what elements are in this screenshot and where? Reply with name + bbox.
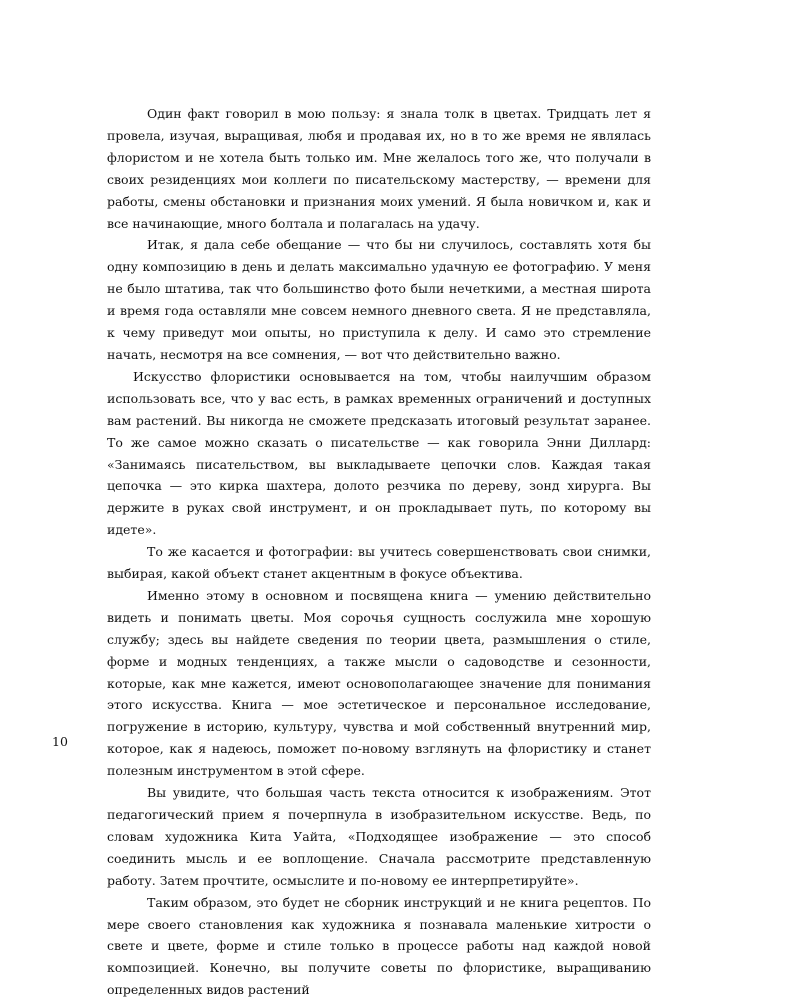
paragraph-7: Таким образом, это будет не сборник инструкций и не книга рецептов. По мере своего становления как художника я познавала маленькие хитрости о свете и цвете, форме и стиле только в процессе работы над каждой новой композицией. Конечно, вы получите советы по флористике, выращиванию определенных видов растений [107, 894, 651, 998]
paragraph-3: Искусство флористики основывается на том, чтобы наилучшим образом использовать все, что у вас есть, в рамках временных ограничений и доступных вам растений. Вы никогда не сможете предсказать итоговый результат заранее. То же самое можно сказать о писательстве — как говорила Энни Диллард: «Занимаясь писательством, вы выкладываете цепочки слов. Каждая такая цепочка — это кирка шахтера, долото резчика по дереву, зонд хирурга. Вы держите в руках свой инструмент, и он прокладывает путь, по которому вы идете». [107, 368, 651, 538]
body-text [107, 103, 651, 1001]
paragraph-6: Вы увидите, что большая часть текста относится к изображениям. Этот педагогический прием я почерпнула в изобразительном искусстве. Ведь, по словам художника Кита Уайта, «Подходящее изображение — это способ соединить мысль и ее воплощение. Сначала рассмотрите представленную работу. Затем прочтите, осмыслите и по-новому ее интерпретируйте». [107, 785, 651, 888]
paragraph-2: Итак, я дала себе обещание — что бы ни случилось, составлять хотя бы одну композицию в день и делать максимально удачную ее фотографию. У меня не было штатива, так что большинство фото были нечеткими, а местная широта и время года оставляли мне совсем немного дневного света. Я не представляла, к чему приведут мои опыты, но приступила к делу. И само это стремление начать, несмотря на все сомнения, — вот что действительно важно. [107, 237, 651, 362]
paragraph-5: Именно этому в основном и посвящена книга — умению действительно видеть и понимать цветы. Моя сорочья сущность сослужила мне хорошую службу; здесь вы найдете сведения по теории цвета, размышления о стиле, форме и модных тенденциях, а также мысли о садоводстве и сезонности, которые, как мне кажется, имеют основополагающее значение для понимания этого искусства. Книга — мое эстетическое и персональное исследование, погружение в историю, культуру, чувства и мой собственный внутренний мир, которое, как я надеюсь, поможет по-новому взглянуть на флористику и станет полезным инструментом в этой сфере. [107, 587, 651, 779]
paragraph-1: Один факт говорил в мою пользу: я знала толк в цветах. Тридцать лет я провела, изучая, выращивая, любя и продавая их, но в то же время не являлась флористом и не хотела быть только им. Мне желалось того же, что получали в своих резиденциях мои коллеги по писательскому мастерству, — времени для работы, смены обстановки и признания моих умений. Я была новичком и, как и все начинающие, много болтала и полагалась на удачу. [107, 106, 651, 231]
paragraph-4: То же касается и фотографии: вы учитесь совершенствовать свои снимки, выбирая, какой объект станет акцентным в фокусе объектива. [107, 544, 651, 582]
page-number: 10 [52, 734, 68, 749]
